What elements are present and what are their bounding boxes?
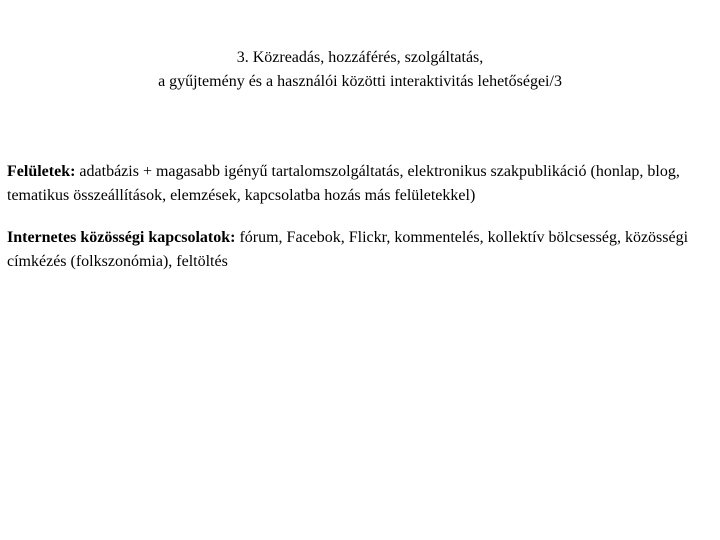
title-line-2: a gyűjtemény és a használói közötti interaktivitás lehetőségei/3 [158,73,562,90]
title-line-1: 3. Közreadás, hozzáférés, szolgáltatás, [236,49,484,66]
slide-title [0,46,720,94]
paragraph-surfaces-label: Felületek: [7,163,76,180]
paragraph-social-text: fórum, Facebok, Flickr, kommentelés, kollektív bölcsesség, közösségi címkézés (folkszonómia), feltöltés [7,229,689,270]
paragraph-social-connections [7,226,715,274]
paragraph-social-label: Internetes közösségi kapcsolatok: [7,229,236,246]
paragraph-surfaces-text: adatbázis + magasabb igényű tartalomszolgáltatás, elektronikus szakpublikáció (honlap, blog, tematikus összeállítások, elemzések, kapcsolatba hozás más felületekkel) [7,163,680,204]
paragraph-surfaces [7,160,715,208]
